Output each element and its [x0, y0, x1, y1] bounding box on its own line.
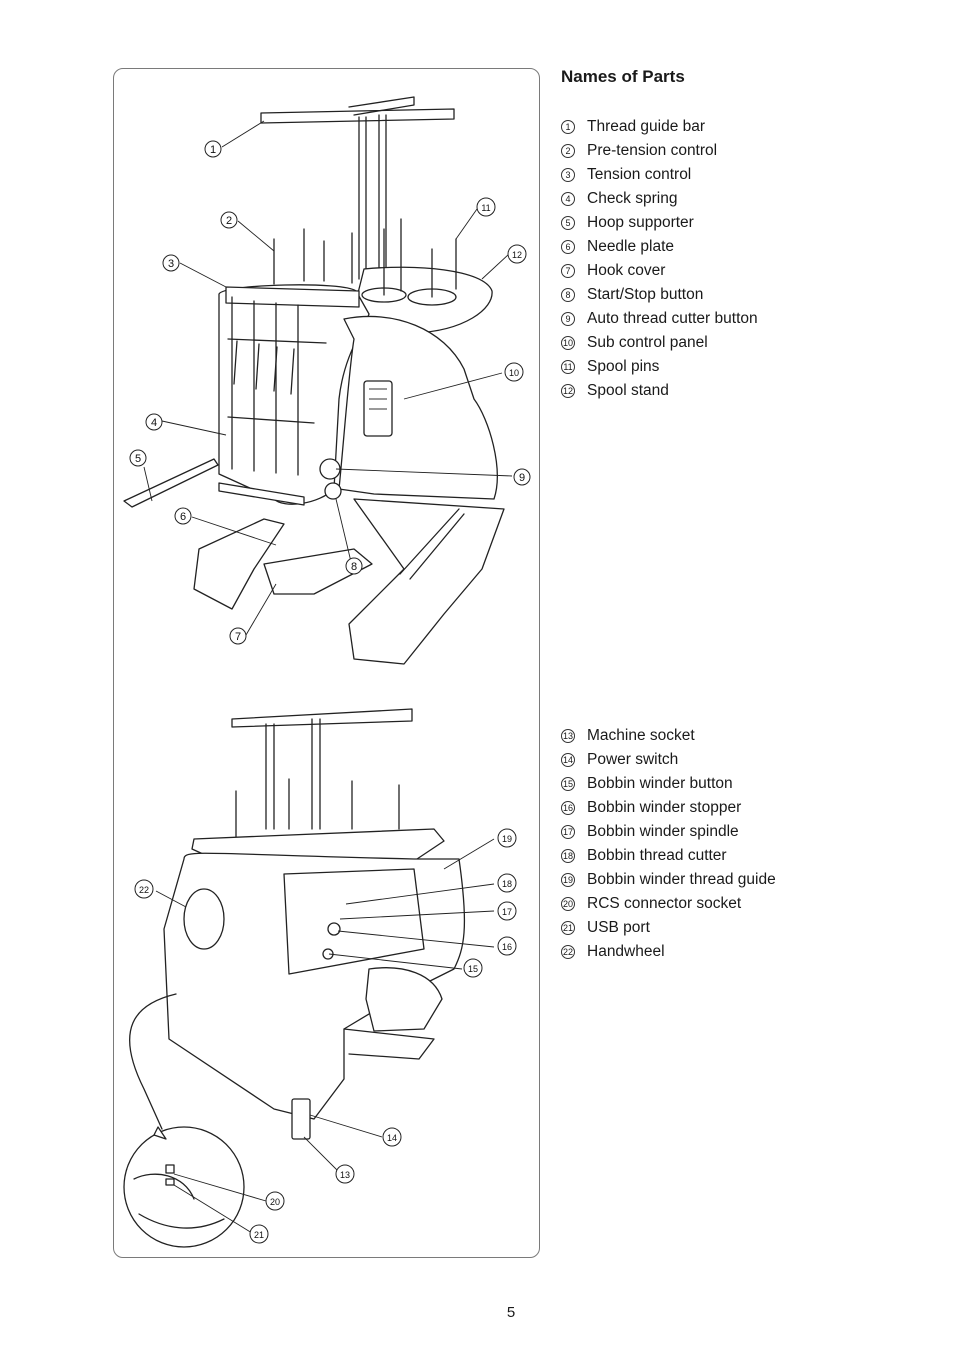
- list-item: [561, 355, 758, 379]
- part-label: Hook cover: [587, 262, 666, 279]
- list-item: [561, 820, 776, 844]
- part-label: Auto thread cutter button: [587, 310, 758, 327]
- illustration-panel: [113, 68, 540, 1258]
- list-item: [561, 211, 758, 235]
- callout-16: [498, 937, 516, 955]
- callout-22: [135, 880, 153, 898]
- part-label: Machine socket: [587, 727, 695, 744]
- list-item: [561, 139, 758, 163]
- part-number: 16: [562, 803, 573, 813]
- part-label: Handwheel: [587, 943, 665, 960]
- section-title: Names of Parts: [561, 67, 685, 86]
- part-number: 6: [561, 240, 575, 254]
- list-item: [561, 283, 758, 307]
- list-item: [561, 331, 758, 355]
- callout-15: [464, 959, 482, 977]
- callout-10: [505, 363, 523, 381]
- svg-text:1: 1: [209, 144, 217, 156]
- top-machine-drawing: [124, 97, 512, 664]
- parts-list-top: [561, 115, 758, 403]
- svg-text:20: 20: [269, 1197, 281, 1207]
- callout-5: [130, 450, 146, 466]
- part-number: 8: [561, 288, 575, 302]
- part-label: Bobbin winder stopper: [587, 799, 742, 816]
- svg-text:11: 11: [481, 203, 491, 213]
- part-label: RCS connector socket: [587, 895, 742, 912]
- list-item: [561, 115, 758, 139]
- callout-6: [175, 508, 191, 524]
- svg-text:15: 15: [467, 964, 479, 974]
- page-number: 5: [506, 1304, 516, 1321]
- list-item: [561, 844, 776, 868]
- part-number: 22: [562, 947, 573, 957]
- callout-20: [266, 1192, 284, 1210]
- part-number: 15: [562, 779, 573, 789]
- list-item: [561, 892, 776, 916]
- part-number: 14: [562, 755, 573, 765]
- callout-17: [498, 902, 516, 920]
- list-item: [561, 748, 776, 772]
- bottom-machine-drawing: [124, 709, 494, 1247]
- callout-19: [498, 829, 516, 847]
- callout-8: [346, 558, 362, 574]
- callout-1: [205, 141, 221, 157]
- svg-text:10: 10: [508, 368, 520, 378]
- part-label: Thread guide bar: [587, 118, 706, 135]
- parts-list-bottom: [561, 724, 776, 964]
- part-label: Needle plate: [587, 238, 675, 255]
- part-label: Spool stand: [587, 382, 669, 399]
- list-item: [561, 259, 758, 283]
- svg-text:6: 6: [179, 511, 187, 523]
- part-number: 11: [561, 360, 575, 374]
- svg-text:2: 2: [225, 215, 233, 227]
- list-item: [561, 916, 776, 940]
- part-label: Sub control panel: [587, 334, 708, 351]
- svg-text:21: 21: [253, 1230, 265, 1240]
- callout-18: [498, 874, 516, 892]
- svg-text:12: 12: [511, 250, 523, 260]
- svg-text:9: 9: [518, 472, 526, 484]
- svg-text:17: 17: [501, 907, 513, 917]
- part-number: 19: [562, 875, 573, 885]
- part-label: Tension control: [587, 166, 692, 183]
- svg-text:7: 7: [234, 631, 242, 643]
- callout-2: [221, 212, 237, 228]
- list-item: [561, 940, 776, 964]
- callout-13: [336, 1165, 354, 1183]
- list-item: [561, 235, 758, 259]
- callout-3: [163, 255, 179, 271]
- part-label: Bobbin winder thread guide: [587, 871, 776, 888]
- callout-11: [477, 198, 495, 216]
- part-number: 7: [561, 264, 575, 278]
- list-item: [561, 868, 776, 892]
- part-number: 17: [562, 827, 573, 837]
- part-label: Start/Stop button: [587, 286, 704, 303]
- part-label: Bobbin winder button: [587, 775, 733, 792]
- part-number: 10: [562, 338, 573, 348]
- part-label: Hoop supporter: [587, 214, 694, 231]
- part-label: Pre-tension control: [587, 142, 718, 159]
- part-number: 12: [562, 386, 573, 396]
- sewing-machine-illustration: [114, 69, 541, 1259]
- callout-21: [250, 1225, 268, 1243]
- svg-text:3: 3: [167, 258, 175, 270]
- part-number: 21: [562, 923, 573, 933]
- list-item: [561, 187, 758, 211]
- callout-14: [383, 1128, 401, 1146]
- part-label: Bobbin thread cutter: [587, 847, 727, 864]
- part-number: 5: [561, 216, 575, 230]
- part-number: 9: [561, 312, 575, 326]
- callout-12: [508, 245, 526, 263]
- list-item: [561, 724, 776, 748]
- list-item: [561, 379, 758, 403]
- svg-text:4: 4: [150, 417, 158, 429]
- part-number: 3: [561, 168, 575, 182]
- part-number: 2: [561, 144, 575, 158]
- svg-text:19: 19: [501, 834, 513, 844]
- list-item: [561, 163, 758, 187]
- svg-text:18: 18: [501, 879, 513, 889]
- callout-4: [146, 414, 162, 430]
- svg-text:16: 16: [501, 942, 513, 952]
- list-item: [561, 772, 776, 796]
- svg-text:13: 13: [339, 1170, 351, 1180]
- svg-text:8: 8: [350, 561, 358, 573]
- svg-text:5: 5: [134, 453, 142, 465]
- part-label: USB port: [587, 919, 650, 936]
- part-number: 4: [561, 192, 575, 206]
- part-number: 1: [561, 120, 575, 134]
- part-label: Spool pins: [587, 358, 660, 375]
- part-number: 13: [562, 731, 573, 741]
- part-label: Check spring: [587, 190, 678, 207]
- list-item: [561, 796, 776, 820]
- callout-9: [514, 469, 530, 485]
- callout-7: [230, 628, 246, 644]
- part-number: 20: [562, 899, 573, 909]
- part-number: 18: [562, 851, 573, 861]
- part-label: Power switch: [587, 751, 679, 768]
- list-item: [561, 307, 758, 331]
- svg-text:14: 14: [386, 1133, 398, 1143]
- svg-text:22: 22: [138, 885, 150, 895]
- part-label: Bobbin winder spindle: [587, 823, 739, 840]
